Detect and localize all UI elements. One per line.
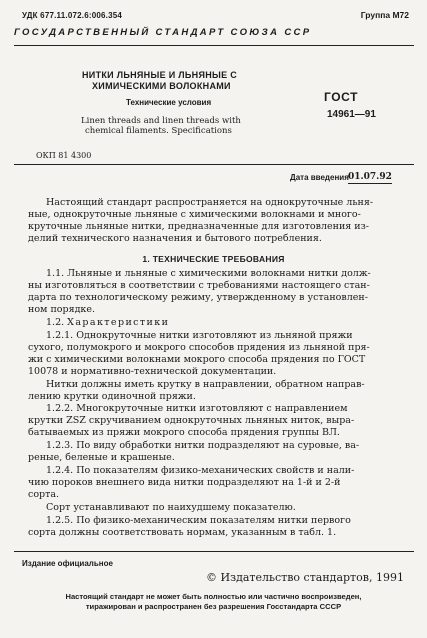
text-line: сорта. xyxy=(28,489,60,501)
section-title: 1. ТЕХНИЧЕСКИЕ ТРЕБОВАНИЯ xyxy=(142,254,285,264)
text-line: Настоящий стандарт распространяется на однокруточные льня- xyxy=(46,197,374,208)
text-line: крутки ZSZ скручиванием однокруточных льняных ниток, выра- xyxy=(28,415,355,427)
intro-paragraph xyxy=(28,197,408,245)
text-line: батываемых из пряжи мокрого способа прядения группы ВЛ. xyxy=(28,427,340,439)
text-line: лению крутки одиночной пряжи. xyxy=(28,391,196,403)
intro-date-label: Дата введения xyxy=(290,173,349,182)
text-line: Нитки должны иметь крутку в направлении, обратном направ- xyxy=(46,379,365,390)
text-line: 1.2.2. Многокруточные нитки изготовляют с направлением xyxy=(46,403,348,414)
text-line: ные, однокруточные льняные с химическими волокнами и много- xyxy=(28,209,361,221)
text-line: ном порядке. xyxy=(28,304,96,316)
text-line: 1.1. Льняные и льняные с химическими волокнами нитки долж- xyxy=(46,268,371,279)
intro-date-value: 01.07.92 xyxy=(348,172,392,182)
copyright: © Издательство стандартов, 1991 xyxy=(206,571,404,584)
clause-1-2-5 xyxy=(28,515,408,539)
clause-twist xyxy=(28,379,408,403)
clause-1-2-2 xyxy=(28,403,408,439)
udk-code: УДК 677.11.072.6:006.354 xyxy=(22,11,123,20)
text-line: делий технического назначения и бытового потребления. xyxy=(28,233,322,245)
gost-number: 14961—91 xyxy=(327,109,376,120)
group-code: Группа М72 xyxy=(360,10,409,20)
title-line-2: ХИМИЧЕСКИМИ ВОЛОКНАМИ xyxy=(92,81,231,91)
subtitle: Технические условия xyxy=(126,98,212,107)
gost-label: ГОСТ xyxy=(324,90,359,104)
notice-line-2: тиражирован и распространен без разрешения Госстандарта СССР xyxy=(85,602,342,611)
official-edition: Издание официальное xyxy=(22,559,113,568)
text-line: круточные льняные нитки, предназначенные для изготовления из- xyxy=(28,221,370,233)
text-line: 1.2.1. Однокруточные нитки изготовляют из льняной пряжи xyxy=(46,330,353,341)
standard-header-line: ГОСУДАРСТВЕННЫЙ СТАНДАРТ СОЮЗА ССР xyxy=(14,27,312,38)
clause-number: 1.2. xyxy=(46,317,65,328)
clause-1-2-3 xyxy=(28,440,408,464)
text-line: жи с химическими волокнами мокрого способа прядения по ГОСТ xyxy=(28,354,366,366)
english-title-line-1: Linen threads and linen threads with xyxy=(81,116,241,126)
text-line: 1.2.4. По показателям физико-механических свойств и нали- xyxy=(46,465,355,476)
text-line: ны изготовляться в соответствии с требованиями настоящего стан- xyxy=(28,280,370,292)
text-line: 1.2.3. По виду обработки нитки подразделяют на суровые, ва- xyxy=(46,440,360,451)
text-line: дарта по технологическому режиму, утвержденному в установлен- xyxy=(28,292,368,304)
text-line: 10078 и нормативно-технической документации. xyxy=(28,366,277,378)
clause-1-2-heading xyxy=(28,317,408,329)
text-line: 1.2.5. По физико-механическим показателям нитки первого xyxy=(46,515,351,526)
clause-1-2-1 xyxy=(28,330,408,378)
okp-code: ОКП 81 4300 xyxy=(36,151,92,160)
clause-1-2-4 xyxy=(28,465,408,501)
text-line: сухого, полумокрого и мокрого способов прядения из льняной пря- xyxy=(28,342,370,354)
text-line: сорта должны соответствовать нормам, указанным в табл. 1. xyxy=(28,527,337,539)
clause-heading: Характеристики xyxy=(67,317,170,328)
text-line: Сорт устанавливают по наихудшему показателю. xyxy=(46,502,296,513)
notice-line-1: Настоящий стандарт не может быть полностью или частично воспроизведен, xyxy=(65,592,362,601)
title-line-1: НИТКИ ЛЬНЯНЫЕ И ЛЬНЯНЫЕ С xyxy=(82,70,238,80)
header-rule xyxy=(14,45,414,46)
footer-rule xyxy=(14,551,414,552)
text-line: реные, беленые и крашеные. xyxy=(28,452,175,464)
text-line: чию пороков внешнего вида нитки подразделяют на 1-й и 2-й xyxy=(28,477,341,489)
clause-grade xyxy=(28,502,408,514)
english-title-line-2: chemical filaments. Specifications xyxy=(85,126,232,136)
clause-1-1 xyxy=(28,268,408,316)
okp-rule xyxy=(14,164,414,165)
